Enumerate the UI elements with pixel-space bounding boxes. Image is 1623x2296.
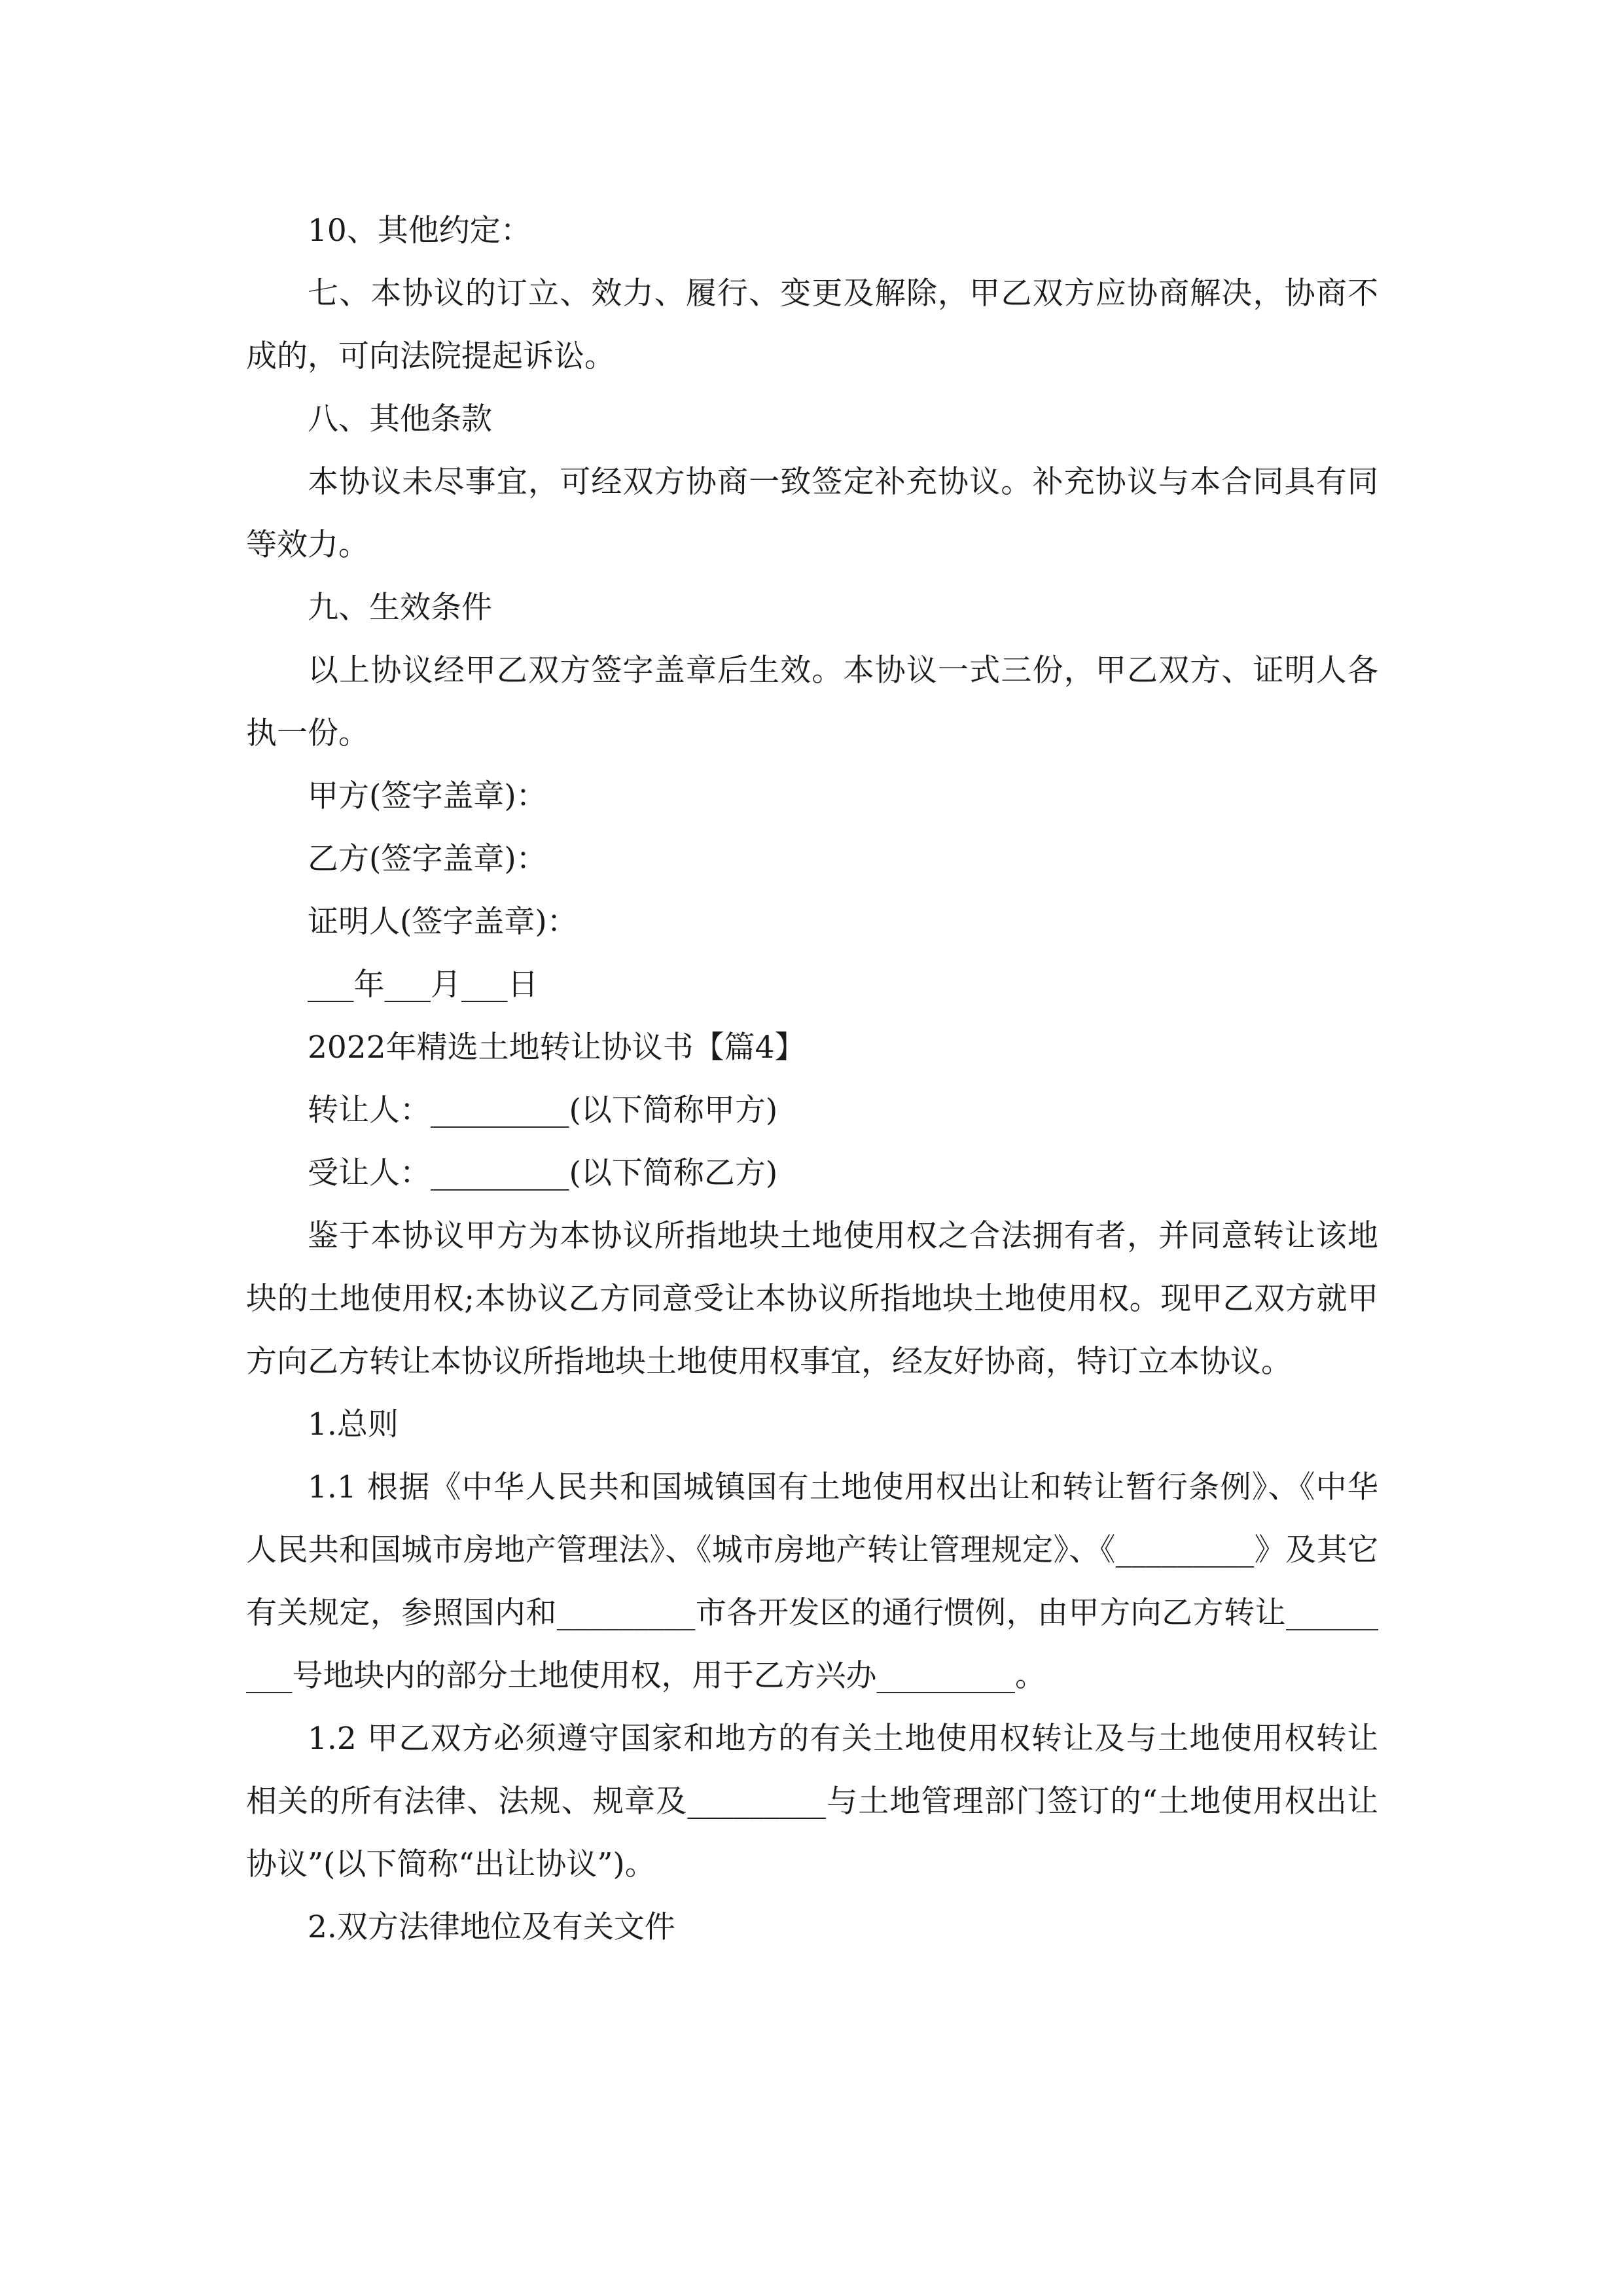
- clause-seven-dispute-resolution: 七、本协议的订立、效力、履行、变更及解除，甲乙双方应协商解决，协商不成的，可向法院提起诉讼。: [246, 276, 1378, 374]
- heading-other-terms: 八、其他条款: [308, 401, 492, 437]
- transferor-line: 转让人：_________(以下简称甲方): [308, 1092, 778, 1128]
- transferee-line: 受让人：_________(以下简称乙方): [308, 1155, 778, 1191]
- signature-party-b: 乙方(签字盖章)：: [308, 841, 547, 877]
- heading-general-provisions: 1.总则: [308, 1407, 399, 1443]
- section-title-part-4: 2022年精选土地转让协议书【篇4】: [308, 1030, 806, 1066]
- preamble-paragraph: 鉴于本协议甲方为本协议所指地块土地使用权之合法拥有者，并同意转让该地块的土地使用权;本协议乙方同意受让本协议所指地块土地使用权。现甲乙双方就甲方向乙方转让本协议所指地块土地使用权事宜，经友好协商，特订立本协议。: [246, 1218, 1378, 1380]
- clause-supplementary-agreement: 本协议未尽事宜，可经双方协商一致签定补充协议。补充协议与本合同具有同等效力。: [246, 464, 1378, 563]
- signature-party-a: 甲方(签字盖章)：: [308, 778, 547, 814]
- clause-1-2: 1.2 甲乙双方必须遵守国家和地方的有关土地使用权转让及与土地使用权转让相关的所有法律、法规、规章及_________与土地管理部门签订的“土地使用权出让协议”(以下简称“出让协议”)。: [246, 1721, 1378, 1882]
- clause-1-1: 1.1 根据《中华人民共和国城镇国有土地使用权出让和转让暂行条例》、《中华人民共和国城市房地产管理法》、《城市房地产转让管理规定》、《_________》及其它有关规定，参照国内和_________市各开发区的通行惯例，由甲方向乙方转让_________号地块内的部分土地使用权，用于乙方兴办_________。: [246, 1469, 1378, 1694]
- clause-other-agreements: 10、其他约定：: [308, 213, 531, 249]
- heading-legal-status: 2.双方法律地位及有关文件: [308, 1909, 675, 1945]
- clause-effective-copies: 以上协议经甲乙双方签字盖章后生效。本协议一式三份，甲乙双方、证明人各执一份。: [246, 653, 1378, 751]
- date-line: ___年___月___日: [308, 967, 539, 1003]
- heading-effective-conditions: 九、生效条件: [308, 590, 492, 626]
- signature-witness: 证明人(签字盖章)：: [308, 904, 578, 940]
- document-body: [246, 200, 1378, 1959]
